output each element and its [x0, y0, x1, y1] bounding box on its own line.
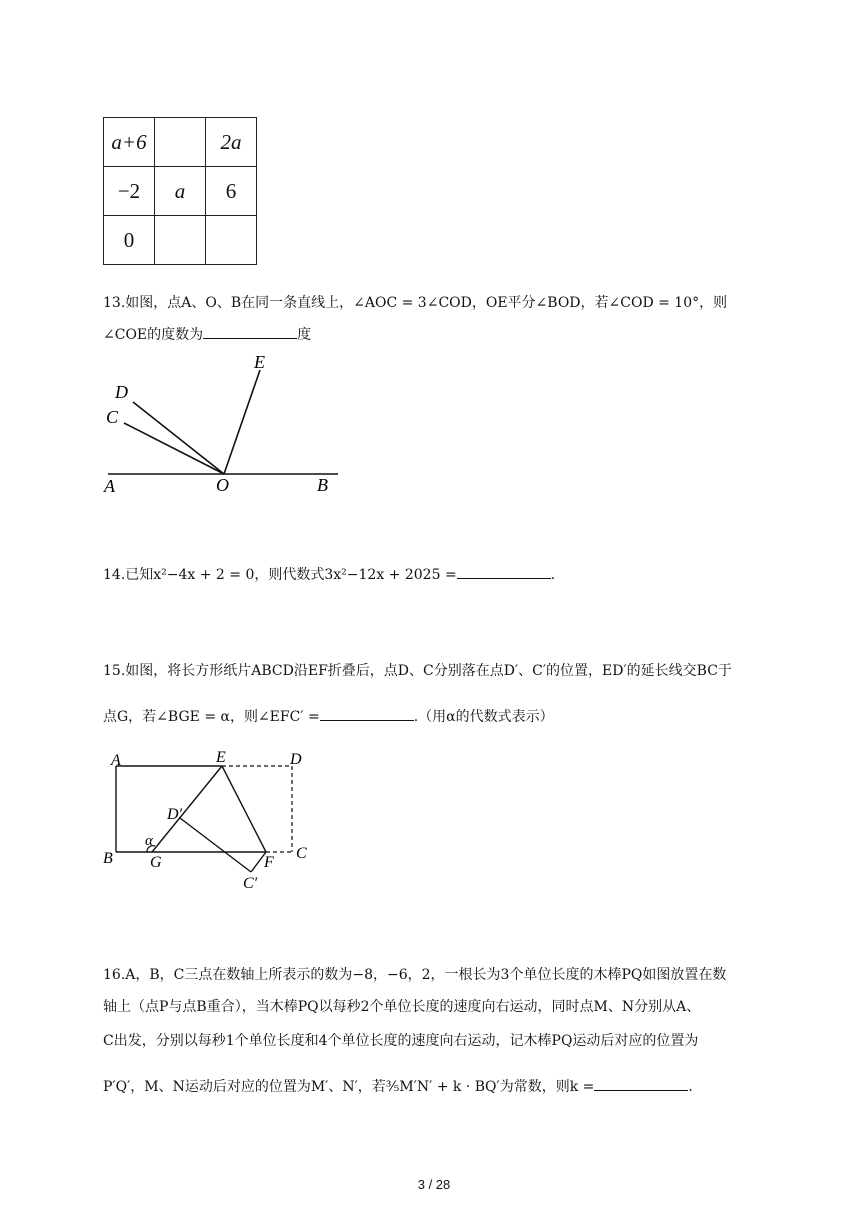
- label-c: C: [296, 845, 307, 862]
- answer-blank: [594, 1089, 688, 1091]
- q16-line3: C出发，分别以每秒1个单位长度和4个单位长度的速度向右运动，记木棒PQ运动后对应的位置为: [103, 1033, 699, 1049]
- line-dpcp: [180, 818, 251, 872]
- label-a: A: [111, 752, 121, 769]
- q16-line4-end: .: [688, 1079, 693, 1095]
- answer-blank: [320, 719, 414, 721]
- q14-text: 14.已知x²−4x + 2 = 0，则代数式3x²−12x + 2025 =: [103, 567, 457, 583]
- label-f: F: [264, 854, 274, 871]
- q14-end: .: [550, 567, 556, 583]
- label-alpha: α: [145, 833, 153, 849]
- answer-blank: [457, 577, 551, 579]
- table-row: [104, 118, 257, 167]
- q13-angle-figure: [100, 350, 350, 500]
- q15-line2-end: .（用α的代数式表示）: [413, 709, 554, 725]
- table-cell: [155, 216, 206, 265]
- q15-line2: [103, 706, 554, 726]
- line-ef: [222, 766, 266, 852]
- label-c: C: [106, 407, 119, 427]
- ray-oc: [124, 423, 224, 474]
- table-cell: [155, 118, 206, 167]
- label-d-prime: D′: [167, 806, 183, 823]
- ray-oe: [224, 370, 260, 474]
- table-cell: 0: [104, 216, 155, 265]
- table-cell: 6: [206, 167, 257, 216]
- table-cell: [206, 216, 257, 265]
- label-b: B: [103, 850, 113, 867]
- page-number: 3 / 28: [417, 1177, 451, 1192]
- table-cell: a: [155, 167, 206, 216]
- q15-fold-figure: [100, 745, 320, 895]
- q13-line2: [103, 324, 311, 344]
- table-cell: −2: [104, 167, 155, 216]
- q16-line1: 16.A，B，C三点在数轴上所表示的数为−8，−6，2，一根长为3个单位长度的木棒PQ如图放置在数: [103, 967, 727, 983]
- table-row: [104, 216, 257, 265]
- label-a: A: [104, 476, 115, 496]
- q16-line4-text: P′Q′，M、N运动后对应的位置为M′、N′，若³⁄₅M′N′ + k · BQ′为常数，则k =: [103, 1079, 595, 1095]
- label-d: D: [115, 382, 128, 402]
- q15-line1: 15.如图，将长方形纸片ABCD沿EF折叠后，点D、C分别落在点D′、C′的位置，ED′的延长线交BC于: [103, 663, 732, 679]
- label-e: E: [254, 352, 265, 372]
- label-b: B: [317, 475, 328, 495]
- answer-blank: [203, 337, 297, 339]
- table-row: [104, 167, 257, 216]
- line-eg: [152, 766, 222, 852]
- label-e: E: [216, 749, 226, 766]
- table-cell: a+6: [104, 118, 155, 167]
- label-g: G: [150, 854, 162, 871]
- q15-line2-text: 点G，若∠BGE = α，则∠EFC′ =: [103, 709, 320, 725]
- q13-line1: 13.如图，点A、O、B在同一条直线上，∠AOC = 3∠COD，OE平分∠BOD，若∠COD = 10°，则: [103, 295, 728, 311]
- q13-line2-text: ∠COE的度数为: [103, 327, 204, 343]
- label-o: O: [216, 475, 229, 495]
- label-c-prime: C′: [243, 875, 258, 892]
- table-cell: 2a: [206, 118, 257, 167]
- q14-line: [103, 564, 555, 584]
- label-d: D: [290, 751, 302, 768]
- q16-line4: [103, 1076, 693, 1096]
- ray-od: [133, 402, 224, 474]
- q16-line2: 轴上（点P与点B重合），当木棒PQ以每秒2个单位长度的速度向右运动，同时点M、N分别从A、: [103, 999, 701, 1015]
- q13-line2-unit: 度: [297, 327, 312, 343]
- number-grid-table: [103, 117, 257, 265]
